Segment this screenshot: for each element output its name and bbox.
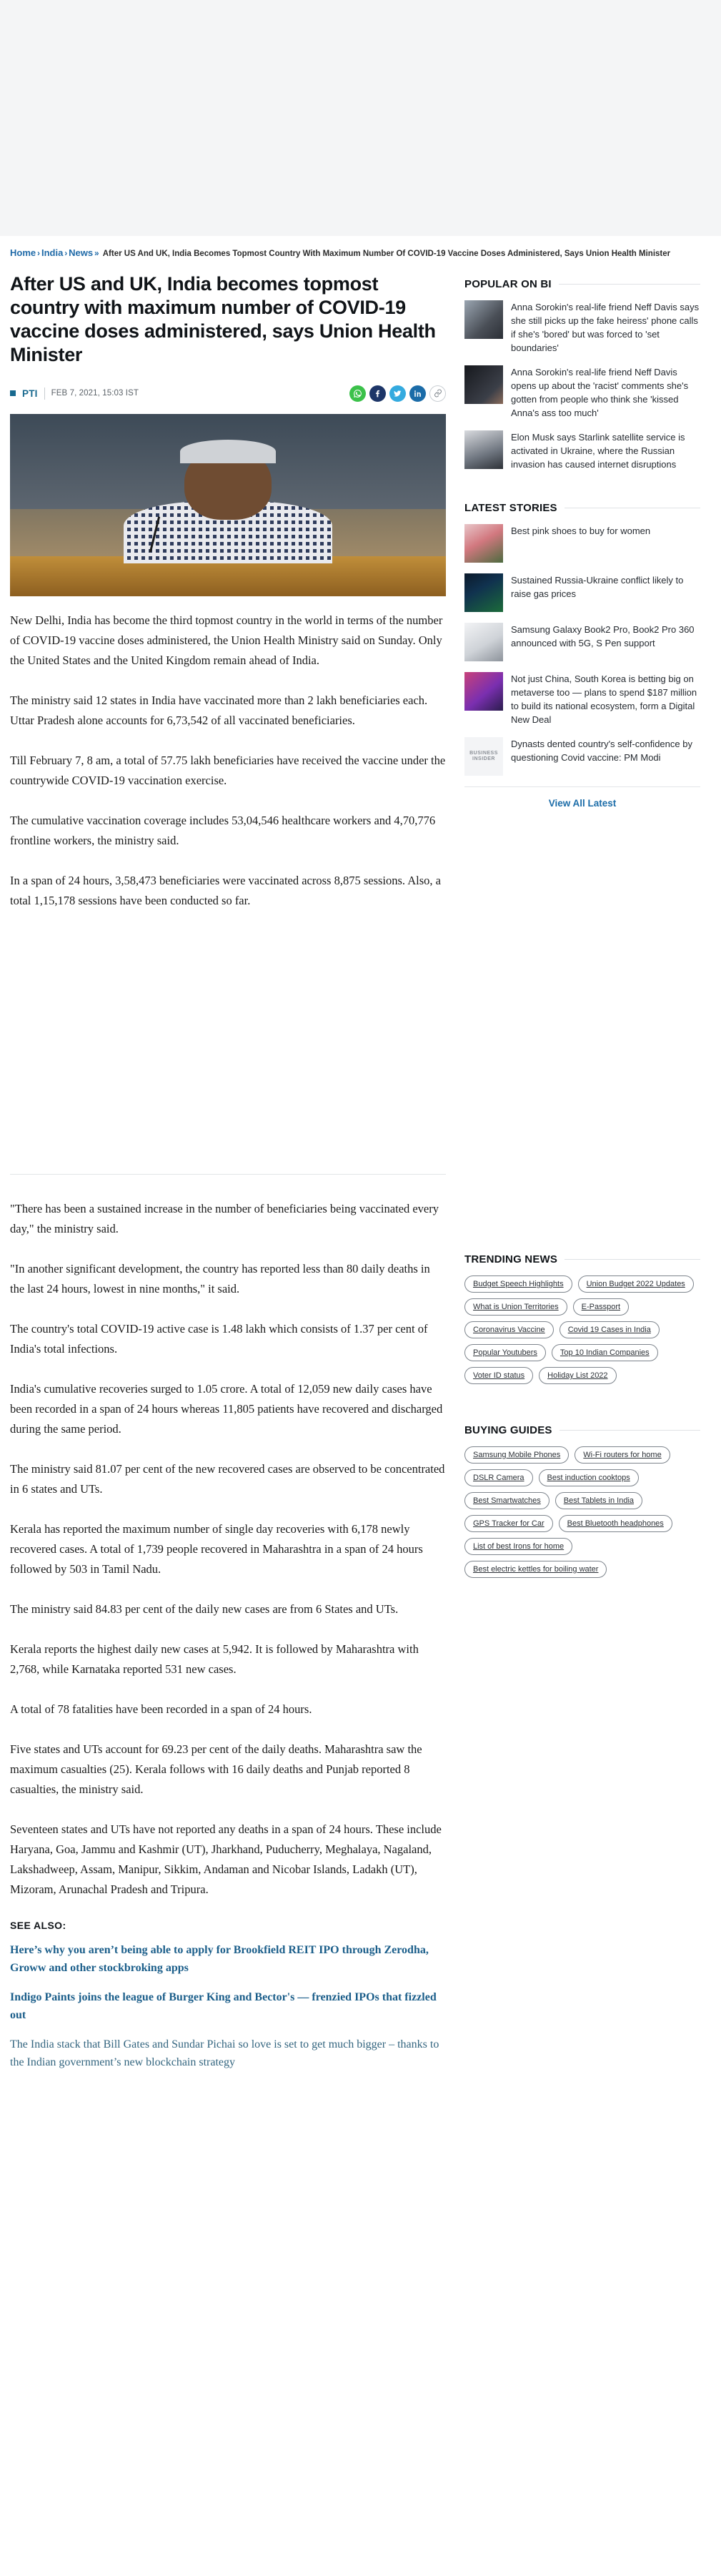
buying-guides-title: BUYING GUIDES — [464, 1424, 552, 1436]
sidebar — [464, 265, 700, 1578]
article-hero-image — [10, 414, 446, 596]
trending-tag[interactable]: Top 10 Indian Companies — [552, 1344, 658, 1361]
article-paragraph: The country's total COVID-19 active case is 1.48 lakh which consists of 1.37 per cent of India's total infections. — [10, 1322, 428, 1356]
article-source: PTI — [22, 388, 38, 399]
article-paragraph: The ministry said 84.83 per cent of the daily new cases are from 6 States and UTs. — [10, 1602, 399, 1616]
view-all-latest-link[interactable]: View All Latest — [548, 798, 617, 809]
buying-guide-tag[interactable]: Best Tablets in India — [555, 1492, 642, 1509]
latest-story-item[interactable] — [464, 623, 700, 661]
story-thumbnail — [464, 365, 503, 404]
latest-story-item[interactable] — [464, 573, 700, 612]
article-paragraph: India's cumulative recoveries surged to 1.05 crore. A total of 12,059 new daily cases have been recorded in a span of 24 hours whereas 11,805 patients have recovered and discharged during the same period. — [10, 1382, 443, 1436]
heading-rule — [565, 1259, 700, 1260]
buying-guide-tag[interactable]: Best electric kettles for boiling water — [464, 1561, 607, 1578]
latest-story-item[interactable] — [464, 524, 700, 563]
trending-tag[interactable]: Holiday List 2022 — [539, 1367, 616, 1384]
trending-news-header — [464, 1253, 700, 1265]
story-title: Best pink shoes to buy for women — [511, 525, 651, 536]
page-top-banner-area — [0, 0, 721, 236]
article-paragraph: Kerala reports the highest daily new cases at 5,942. It is followed by Maharashtra with 2,768, while Karnataka reported 531 new cases. — [10, 1642, 419, 1676]
byline-meta — [10, 388, 139, 400]
story-thumbnail — [464, 300, 503, 339]
article-paragraph: Kerala has reported the maximum number of single day recoveries with 6,178 newly recovered cases. A total of 1,739 people recovered in Maharashtra in a span of 24 hours followed by 503 in Tamil Nadu. — [10, 1522, 423, 1576]
trending-news-title: TRENDING NEWS — [464, 1253, 558, 1265]
story-title: Dynasts dented country's self-confidence by questioning Covid vaccine: PM Modi — [511, 739, 692, 763]
page-container — [0, 236, 721, 2083]
trending-tag[interactable]: Budget Speech Highlights — [464, 1275, 572, 1293]
see-also-heading: SEE ALSO: — [10, 1920, 66, 1931]
see-also-link[interactable]: The India stack that Bill Gates and Sundar Pichai so love is set to get much bigger – thanks to the Indian government’s new blockchain strategy — [10, 2038, 439, 2068]
see-also-link[interactable]: Here’s why you aren’t being able to apply for Brookfield REIT IPO through Zerodha, Groww and other stockbroking apps — [10, 1944, 429, 1974]
source-marker-icon — [10, 390, 16, 396]
buying-guides-header — [464, 1424, 700, 1436]
latest-stories-header — [464, 502, 700, 514]
byline-divider — [44, 388, 45, 400]
see-also-list — [10, 1941, 446, 2071]
trending-tag[interactable]: E-Passport — [573, 1298, 629, 1316]
article-paragraph: Five states and UTs account for 69.23 per cent of the daily deaths. Maharashtra saw the maximum casualties (25). Kerala follows with 16 daily deaths and Punjab reported 8 casualties, the ministry said. — [10, 1742, 422, 1796]
story-thumbnail — [464, 524, 503, 563]
logo-text: BUSINESS INSIDER — [469, 751, 498, 761]
article-paragraph: The ministry said 12 states in India have vaccinated more than 2 lakh beneficiaries each. Uttar Pradesh alone accounts for 6,73,542 of all vaccinated beneficiaries. — [10, 694, 428, 727]
spacer — [464, 1404, 700, 1424]
buying-guides-tags — [464, 1446, 700, 1578]
buying-guide-tag[interactable]: GPS Tracker for Car — [464, 1515, 553, 1532]
story-title: Anna Sorokin's real-life friend Neff Davis says she still picks up the fake heiress' phone calls if she's 'bored' but was forced to 'set boundaries' — [511, 302, 700, 353]
story-thumbnail — [464, 430, 503, 469]
buying-guide-tag[interactable]: List of best Irons for home — [464, 1538, 572, 1555]
trending-tag[interactable]: What is Union Territories — [464, 1298, 567, 1316]
copy-link-icon[interactable] — [429, 385, 446, 402]
heading-rule — [560, 1430, 700, 1431]
latest-story-item[interactable] — [464, 737, 700, 776]
page-title: After US and UK, India becomes topmost country with maximum number of COVID-19 vaccine doses administered, says Union Health Minister — [10, 273, 436, 365]
buying-guide-tag[interactable]: Best induction cooktops — [539, 1469, 639, 1486]
article-paragraph: New Delhi, India has become the third topmost country in the world in terms of the number of COVID-19 vaccine doses administered, the Union Health Ministry said on Sunday. Only the United States and the United Kingdom remain ahead of India. — [10, 613, 443, 667]
story-title: Not just China, South Korea is betting big on metaverse too — plans to spend $187 million to build its national ecosystem, form a Digital New Deal — [511, 673, 697, 725]
article-paragraph: Seventeen states and UTs have not reported any deaths in a span of 24 hours. These include Haryana, Goa, Jammu and Kashmir (UT), Jharkhand, Puducherry, Meghalaya, Nagaland, Lakshadweep, Assam, Manipur, Sikkim, Andaman and Nicobar Islands, Ladakh (UT), Mizoram, Arunachal Pradesh and Tripura. — [10, 1822, 442, 1896]
spacer — [464, 1384, 700, 1404]
buying-guide-tag[interactable]: Best Smartwatches — [464, 1492, 550, 1509]
breadcrumb-separator-last: » — [94, 250, 99, 258]
article-paragraph: The ministry said 81.07 per cent of the new recovered cases are observed to be concentrated in 6 states and UTs. — [10, 1462, 445, 1496]
sidebar-ad-slot — [464, 810, 700, 1253]
popular-on-bi-title: POPULAR ON BI — [464, 278, 552, 290]
breadcrumb-separator: › — [64, 250, 68, 258]
article-byline — [10, 383, 446, 404]
inline-ad-slot — [10, 931, 446, 1167]
breadcrumb — [10, 236, 710, 265]
breadcrumb-separator: › — [37, 250, 40, 258]
breadcrumb-item-home[interactable]: Home — [10, 247, 36, 258]
view-all-latest-container — [464, 786, 700, 810]
trending-tag[interactable]: Union Budget 2022 Updates — [578, 1275, 694, 1293]
story-thumbnail — [464, 672, 503, 711]
article-paragraph: The cumulative vaccination coverage includes 53,04,546 healthcare workers and 4,70,776 frontline workers, the ministry said. — [10, 814, 436, 847]
buying-guide-tag[interactable]: DSLR Camera — [464, 1469, 533, 1486]
buying-guide-tag[interactable]: Wi-Fi routers for home — [575, 1446, 670, 1464]
story-title: Anna Sorokin's real-life friend Neff Davis opens up about the 'racist' comments she's gotten from people who think she 'kissed Anna's ass too much' — [511, 367, 689, 418]
trending-news-tags — [464, 1275, 700, 1384]
popular-on-bi-header — [464, 278, 700, 290]
trending-tag[interactable]: Voter ID status — [464, 1367, 533, 1384]
article-paragraph: "There has been a sustained increase in the number of beneficiaries being vaccinated every day," the ministry said. — [10, 1202, 439, 1235]
facebook-share-icon[interactable] — [369, 385, 386, 402]
content-layout — [10, 265, 711, 2083]
share-buttons — [349, 385, 446, 402]
buying-guide-tag[interactable]: Samsung Mobile Phones — [464, 1446, 569, 1464]
story-thumbnail — [464, 623, 503, 661]
breadcrumb-item-india[interactable]: India — [41, 247, 64, 258]
article-paragraph: A total of 78 fatalities have been recorded in a span of 24 hours. — [10, 1702, 312, 1716]
business-insider-logo-icon — [464, 737, 503, 776]
breadcrumb-item-news[interactable]: News — [69, 247, 94, 258]
story-thumbnail — [464, 573, 503, 612]
twitter-share-icon[interactable] — [389, 385, 406, 402]
spacer — [464, 482, 700, 502]
trending-tag[interactable]: Popular Youtubers — [464, 1344, 546, 1361]
breadcrumb-current-page: After US And UK, India Becomes Topmost Country With Maximum Number Of COVID-19 Vaccine Doses Administered, Says Union Health Minister — [102, 250, 671, 258]
article-paragraph: "In another significant development, the country has reported less than 80 daily deaths in the last 24 hours, lowest in nine months," it said. — [10, 1262, 430, 1296]
section-divider — [10, 1174, 446, 1175]
popular-story-item[interactable] — [464, 300, 700, 355]
whatsapp-share-icon[interactable] — [349, 385, 366, 402]
story-title: Sustained Russia-Ukraine conflict likely to raise gas prices — [511, 575, 684, 599]
latest-stories-title: LATEST STORIES — [464, 502, 557, 514]
linkedin-share-icon[interactable] — [409, 385, 426, 402]
popular-story-item[interactable] — [464, 430, 700, 471]
trending-tag[interactable]: Covid 19 Cases in India — [560, 1321, 660, 1338]
heading-rule — [559, 284, 700, 285]
story-title: Samsung Galaxy Book2 Pro, Book2 Pro 360 announced with 5G, S Pen support — [511, 624, 695, 648]
trending-tag[interactable]: Coronavirus Vaccine — [464, 1321, 554, 1338]
article-timestamp: FEB 7, 2021, 15:03 IST — [51, 389, 139, 398]
article-paragraph: Till February 7, 8 am, a total of 57.75 lakh beneficiaries have received the vaccine under the countrywide COVID-19 vaccination exercise. — [10, 754, 446, 787]
story-title: Elon Musk says Starlink satellite service is activated in Ukraine, where the Russian invasion has caused internet disruptions — [511, 432, 685, 470]
article-paragraph: In a span of 24 hours, 3,58,473 beneficiaries were vaccinated across 8,875 sessions. Also, a total 1,15,178 sessions have been conducted so far. — [10, 874, 442, 907]
article-column — [10, 265, 446, 2083]
hero-subject-hair — [180, 440, 276, 463]
see-also-link[interactable]: Indigo Paints joins the league of Burger King and Bector's — frenzied IPOs that fizzled out — [10, 1991, 437, 2021]
popular-story-item[interactable] — [464, 365, 700, 420]
buying-guide-tag[interactable]: Best Bluetooth headphones — [559, 1515, 672, 1532]
latest-story-item[interactable] — [464, 672, 700, 726]
